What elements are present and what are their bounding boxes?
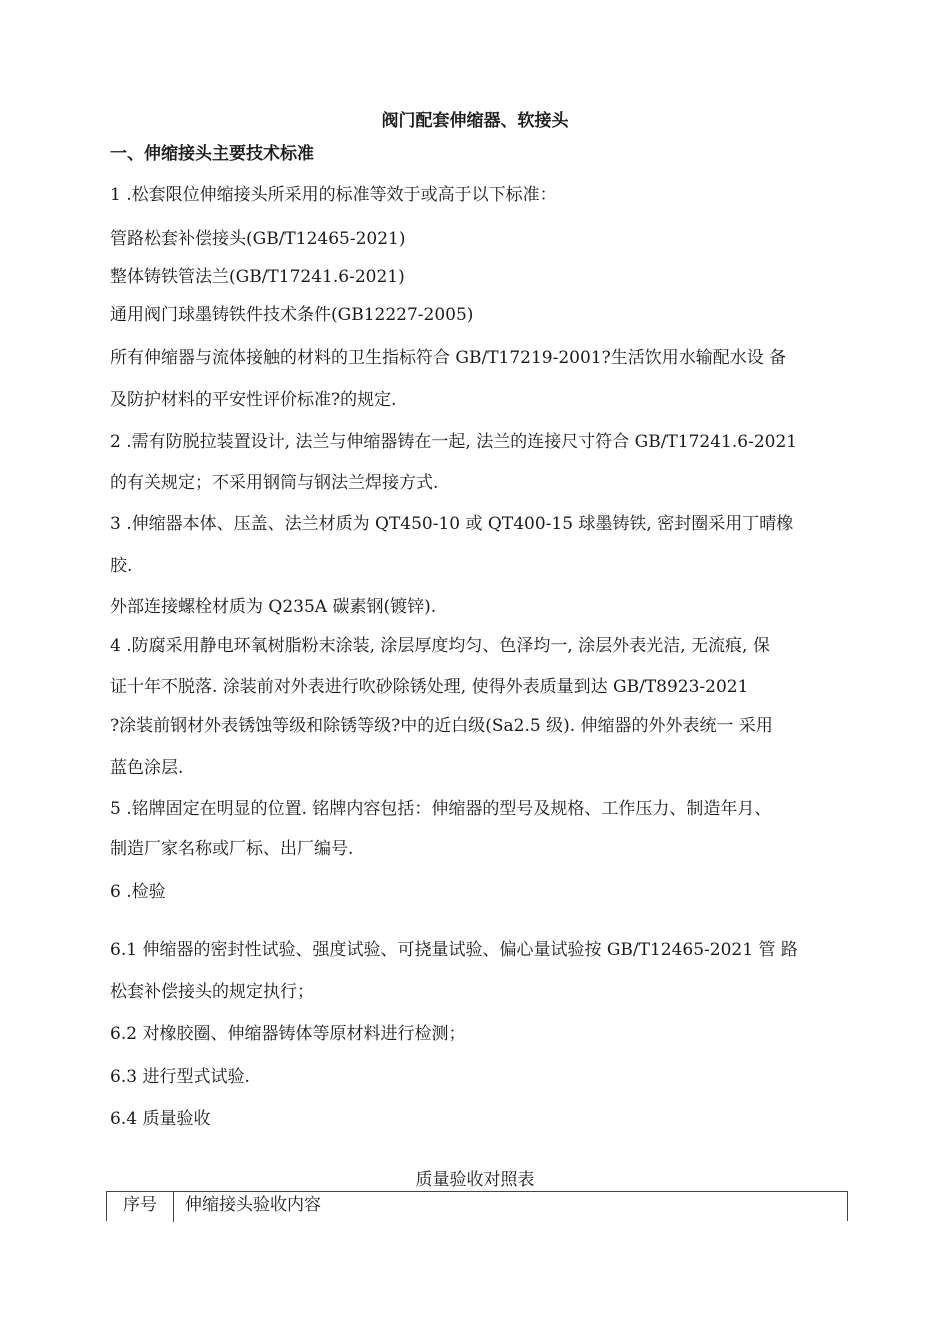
paragraph-line: 6.1 伸缩器的密封性试验、强度试验、可挠量试验、偏心量试验按 GB/T12465-2021 管 路 [110, 940, 798, 960]
paragraph-line: 松套补偿接头的规定执行； [110, 982, 314, 1002]
paragraph-line: 所有伸缩器与流体接触的材料的卫生指标符合 GB/T17219-2001?生活饮用水输配水设 备 [110, 348, 787, 368]
paragraph-line: 4 .防腐采用静电环氧树脂粉末涂装, 涂层厚度均匀、色泽均一, 涂层外表光洁, 无流痕, 保 [110, 636, 770, 656]
paragraph-line: 2 .需有防脱拉装置设计, 法兰与伸缩器铸在一起, 法兰的连接尺寸符合 GB/T17241.6-2021 [110, 432, 798, 452]
paragraph-line: 6 .检验 [110, 882, 166, 902]
paragraph-line: 通用阀门球墨铸铁件技术条件(GB12227-2005) [110, 305, 474, 325]
paragraph-line: 3 .伸缩器本体、压盖、法兰材质为 QT450-10 或 QT400-15 球墨铸铁, 密封圈采用丁晴橡 [110, 514, 794, 534]
paragraph-line: 管路松套补偿接头(GB/T12465-2021) [110, 229, 406, 249]
table-caption: 质量验收对照表 [415, 1170, 535, 1190]
paragraph-line: 的有关规定；不采用钢筒与钢法兰焊接方式. [110, 473, 439, 493]
paragraph-line: 1 .松套限位伸缩接头所采用的标准等效于或高于以下标准： [110, 185, 557, 205]
paragraph-line: 整体铸铁管法兰(GB/T17241.6-2021) [110, 267, 405, 287]
paragraph-line: 5 .铭牌固定在明显的位置. 铭牌内容包括：伸缩器的型号及规格、工作压力、制造年月、 [110, 799, 772, 819]
paragraph-line: 6.3 进行型式试验. [110, 1067, 250, 1087]
paragraph-line: ?涂装前钢材外表锈蚀等级和除锈等级?中的近白级(Sa2.5 级). 伸缩器的外外表统一 采用 [110, 716, 773, 736]
document-title: 阀门配套伸缩器、软接头 [381, 111, 569, 131]
paragraph-line: 胶. [110, 556, 133, 576]
section-heading: 一、伸缩接头主要技术标准 [110, 144, 314, 164]
paragraph-line: 及防护材料的平安性评价标准?的规定. [110, 390, 397, 410]
paragraph-line: 6.2 对橡胶圈、伸缩器铸体等原材料进行检测； [110, 1024, 466, 1044]
paragraph-line: 制造厂家名称或厂标、出厂编号. [110, 839, 354, 859]
acceptance-table [106, 1191, 848, 1221]
paragraph-line: 6.4 质量验收 [110, 1109, 211, 1129]
table-header-content: 伸缩接头验收内容 [185, 1195, 321, 1215]
paragraph-line: 蓝色涂层. [110, 758, 184, 778]
paragraph-line: 外部连接螺栓材质为 Q235A 碳素钢(镀锌). [110, 597, 437, 617]
table-header-index: 序号 [107, 1192, 174, 1222]
paragraph-line: 证十年不脱落. 涂装前对外表进行吹砂除锈处理, 使得外表质量到达 GB/T8923-2021 [110, 677, 749, 697]
